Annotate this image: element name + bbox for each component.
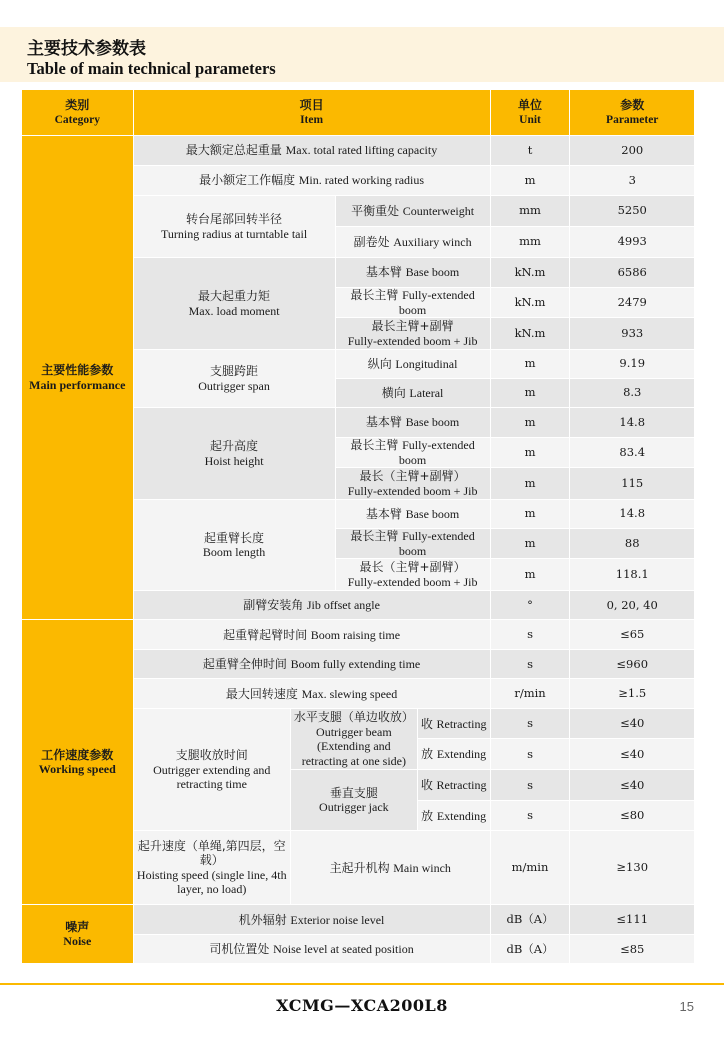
value-cell: 200: [570, 136, 695, 166]
subitem-cell: 主起升机构 Main winch: [290, 831, 490, 905]
subitem-cell: 副卷处 Auxiliary winch: [335, 227, 490, 258]
unit-cell: mm: [490, 196, 570, 227]
subitem-cell: 基本臂 Base boom: [335, 500, 490, 529]
subitem-cell: 基本臂 Base boom: [335, 408, 490, 438]
unit-cell: r/min: [490, 679, 570, 709]
value-cell: 2479: [570, 288, 695, 318]
value-cell: 115: [570, 468, 695, 500]
item-cell: 司机位置处 Noise level at seated position: [133, 935, 490, 964]
spec-table: [21, 89, 695, 964]
item-cell: 最小额定工作幅度 Min. rated working radius: [133, 166, 490, 196]
page-number: 15: [679, 999, 694, 1014]
value-cell: 8.3: [570, 379, 695, 408]
subgroup-cell: 水平支腿（单边收放） Outrigger beam (Extending and retracting at one side): [290, 709, 417, 770]
value-cell: ≤85: [570, 935, 695, 964]
col-unit: 单位 Unit: [490, 90, 570, 136]
col-category: 类别 Category: [22, 90, 134, 136]
unit-cell: m: [490, 500, 570, 529]
value-cell: 83.4: [570, 438, 695, 468]
value-cell: 9.19: [570, 350, 695, 379]
subitem-cell: 放 Extending: [417, 739, 490, 770]
unit-cell: m: [490, 379, 570, 408]
item-cell: 机外辐射 Exterior noise level: [133, 905, 490, 935]
unit-cell: m: [490, 468, 570, 500]
unit-cell: dB（A）: [490, 935, 570, 964]
value-cell: ≤960: [570, 650, 695, 679]
subitem-cell: 收 Retracting: [417, 770, 490, 801]
item-group: 起重臂长度 Boom length: [133, 500, 335, 591]
unit-cell: dB（A）: [490, 905, 570, 935]
footer-model: XCMG—XCA200L8: [276, 996, 448, 1015]
value-cell: 14.8: [570, 500, 695, 529]
value-cell: ≥1.5: [570, 679, 695, 709]
unit-cell: t: [490, 136, 570, 166]
value-cell: 6586: [570, 258, 695, 288]
subitem-cell: 最长主臂 Fully-extended boom: [335, 438, 490, 468]
unit-cell: s: [490, 620, 570, 650]
unit-cell: m: [490, 559, 570, 591]
item-group: 支腿跨距 Outrigger span: [133, 350, 335, 408]
page-title-en: Table of main technical parameters: [27, 59, 276, 78]
item-cell: 副臂安装角 Jib offset angle: [133, 591, 490, 620]
table-row: [22, 905, 695, 935]
subitem-cell: 最长（主臂+副臂） Fully-extended boom + Jib: [335, 468, 490, 500]
unit-cell: m/min: [490, 831, 570, 905]
subitem-cell: 最长主臂 Fully-extended boom: [335, 529, 490, 559]
category-main: 主要性能参数 Main performance: [22, 136, 134, 620]
unit-cell: m: [490, 438, 570, 468]
item-cell: 起重臂起臂时间 Boom raising time: [133, 620, 490, 650]
subitem-cell: 纵向 Longitudinal: [335, 350, 490, 379]
value-cell: ≤40: [570, 770, 695, 801]
value-cell: ≤65: [570, 620, 695, 650]
footer-divider: [0, 983, 724, 985]
unit-cell: kN.m: [490, 288, 570, 318]
value-cell: 4993: [570, 227, 695, 258]
value-cell: 933: [570, 318, 695, 350]
item-cell: 最大额定总起重量 Max. total rated lifting capacity: [133, 136, 490, 166]
value-cell: 5250: [570, 196, 695, 227]
item-cell: 最大回转速度 Max. slewing speed: [133, 679, 490, 709]
value-cell: ≤111: [570, 905, 695, 935]
unit-cell: m: [490, 408, 570, 438]
subitem-cell: 最长主臂+副臂 Fully-extended boom + Jib: [335, 318, 490, 350]
item-group: 转台尾部回转半径 Turning radius at turntable tail: [133, 196, 335, 258]
unit-cell: kN.m: [490, 318, 570, 350]
value-cell: 118.1: [570, 559, 695, 591]
item-group: 最大起重力矩 Max. load moment: [133, 258, 335, 350]
category-noise: 噪声 Noise: [22, 905, 134, 964]
page-title-zh: 主要技术参数表: [27, 39, 146, 59]
unit-cell: m: [490, 350, 570, 379]
subitem-cell: 平衡重处 Counterweight: [335, 196, 490, 227]
item-group: 起升速度（单绳,第四层，空载） Hoisting speed (single line, 4th layer, no load): [133, 831, 290, 905]
value-cell: ≤40: [570, 739, 695, 770]
table-row: [22, 620, 695, 650]
unit-cell: s: [490, 709, 570, 739]
value-cell: 3: [570, 166, 695, 196]
value-cell: 88: [570, 529, 695, 559]
subitem-cell: 最长主臂 Fully-extended boom: [335, 288, 490, 318]
value-cell: 0, 20, 40: [570, 591, 695, 620]
col-item: 项目 Item: [133, 90, 490, 136]
unit-cell: °: [490, 591, 570, 620]
value-cell: ≤80: [570, 801, 695, 831]
unit-cell: s: [490, 650, 570, 679]
table-row: [22, 136, 695, 166]
unit-cell: m: [490, 166, 570, 196]
table-header: [22, 90, 695, 136]
value-cell: 14.8: [570, 408, 695, 438]
col-parameter: 参数 Parameter: [570, 90, 695, 136]
unit-cell: kN.m: [490, 258, 570, 288]
value-cell: ≤40: [570, 709, 695, 739]
unit-cell: s: [490, 739, 570, 770]
subitem-cell: 收 Retracting: [417, 709, 490, 739]
unit-cell: mm: [490, 227, 570, 258]
category-speed: 工作速度参数 Working speed: [22, 620, 134, 905]
unit-cell: s: [490, 770, 570, 801]
value-cell: ≥130: [570, 831, 695, 905]
subitem-cell: 放 Extending: [417, 801, 490, 831]
unit-cell: m: [490, 529, 570, 559]
item-cell: 起重臂全伸时间 Boom fully extending time: [133, 650, 490, 679]
header-accent: [716, 27, 724, 82]
unit-cell: s: [490, 801, 570, 831]
subitem-cell: 最长（主臂+副臂） Fully-extended boom + Jib: [335, 559, 490, 591]
subitem-cell: 横向 Lateral: [335, 379, 490, 408]
subgroup-cell: 垂直支腿 Outrigger jack: [290, 770, 417, 831]
subitem-cell: 基本臂 Base boom: [335, 258, 490, 288]
item-group: 起升高度 Hoist height: [133, 408, 335, 500]
item-group: 支腿收放时间 Outrigger extending and retracting time: [133, 709, 290, 831]
